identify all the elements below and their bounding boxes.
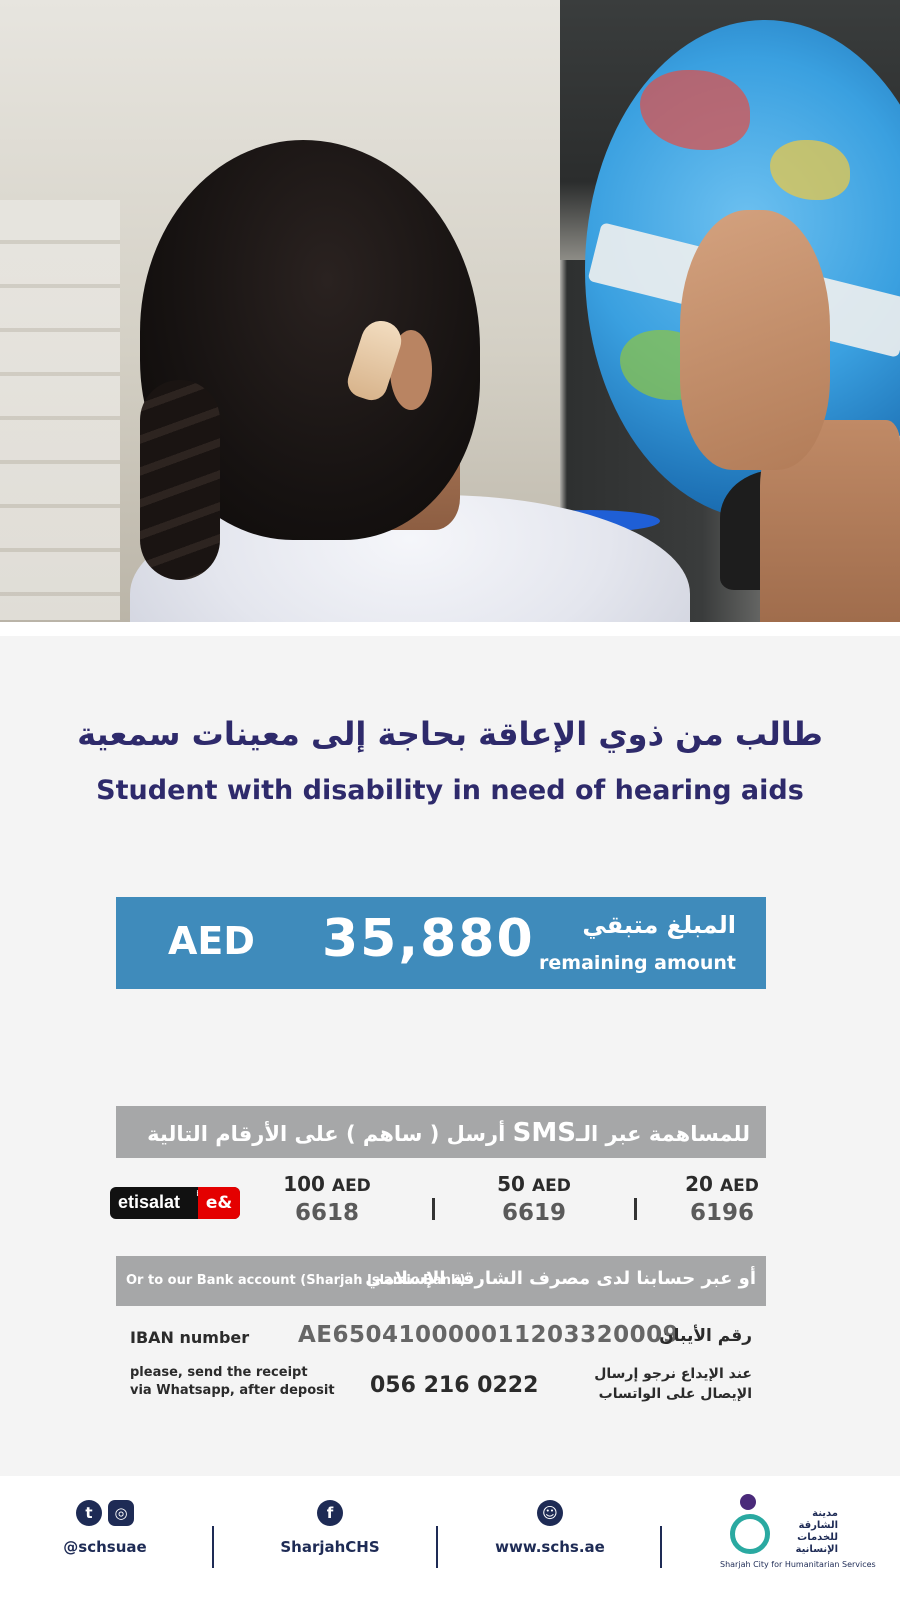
whatsapp-number[interactable]: 056 216 0222 xyxy=(370,1373,539,1398)
etisalat-logo xyxy=(110,1187,240,1219)
sms-instructions xyxy=(147,1118,750,1148)
photo-braid xyxy=(140,380,220,580)
sms-option-number[interactable]: 6619 xyxy=(501,1200,566,1226)
photo-hand xyxy=(680,210,830,470)
sms-amount-value: 100 xyxy=(283,1172,325,1196)
etisalat-wordmark: etisalat xyxy=(118,1192,181,1212)
facebook-icon[interactable]: f xyxy=(317,1500,343,1526)
eand-logo: e& xyxy=(198,1187,240,1219)
sms-separator xyxy=(432,1198,435,1220)
logo-line: مدينة الشارقة xyxy=(798,1508,838,1531)
title-arabic: طالب من ذوي الإعاقة بحاجة إلى معينات سمعية xyxy=(77,715,823,753)
sms-amount-unit: AED xyxy=(531,1176,571,1196)
bank-account-bar xyxy=(116,1256,766,1306)
instagram-icon[interactable]: ◎ xyxy=(108,1500,134,1526)
sms-amount-unit: AED xyxy=(331,1176,371,1196)
logo-head-dot xyxy=(740,1494,756,1510)
receipt-line: please, send the receipt xyxy=(130,1365,308,1380)
website-url[interactable]: www.schs.ae xyxy=(495,1538,605,1556)
logo-text-arabic xyxy=(774,1508,838,1556)
sms-keyword: SMS xyxy=(512,1118,576,1148)
sms-option-20 xyxy=(652,1172,792,1226)
social-icons xyxy=(60,1500,150,1526)
remaining-amount-bar xyxy=(116,897,766,989)
receipt-line: الإيصال على الواتساب xyxy=(598,1386,752,1402)
website-icons xyxy=(490,1500,610,1526)
twitter-icon[interactable]: t xyxy=(76,1500,102,1526)
photo-divider xyxy=(0,622,900,636)
receipt-instructions-english xyxy=(130,1364,350,1400)
footer-separator xyxy=(436,1526,438,1568)
bank-header-arabic: أو عبر حسابنا لدى مصرف الشارقة الإسلامي xyxy=(365,1268,756,1289)
sms-option-number[interactable]: 6196 xyxy=(689,1200,754,1226)
iban-label-arabic: رقم الأيبان xyxy=(659,1326,752,1346)
footer-social[interactable] xyxy=(60,1500,150,1556)
amount-label-arabic: المبلغ متبقي xyxy=(582,911,736,939)
iban-value[interactable]: AE650410000011203320009 xyxy=(298,1322,680,1348)
footer-separator xyxy=(660,1526,662,1568)
receipt-instructions-arabic xyxy=(552,1364,752,1404)
schs-logo-mark-icon xyxy=(726,1494,770,1550)
sms-option-100 xyxy=(257,1172,397,1226)
title-english: Student with disability in need of hearing aids xyxy=(96,775,804,806)
logo-heart-shape xyxy=(730,1514,770,1554)
hero-photo xyxy=(0,0,900,636)
photo-shelf xyxy=(0,200,120,620)
sms-option-amount xyxy=(464,1172,604,1196)
sms-option-amount xyxy=(257,1172,397,1196)
footer-facebook[interactable] xyxy=(270,1500,390,1556)
amount-value: 35,880 xyxy=(322,909,535,969)
amount-currency: AED xyxy=(168,919,255,963)
facebook-handle[interactable]: SharjahCHS xyxy=(280,1538,380,1556)
sms-instructions-bar xyxy=(116,1106,766,1158)
amount-label-english: remaining amount xyxy=(539,952,736,974)
sms-option-number[interactable]: 6618 xyxy=(294,1200,359,1226)
sms-option-amount xyxy=(652,1172,792,1196)
receipt-line: via Whatsapp, after deposit xyxy=(130,1383,335,1398)
receipt-line: عند الإيداع نرجو إرسال xyxy=(594,1366,752,1382)
sms-amount-value: 20 xyxy=(685,1172,713,1196)
schs-logo xyxy=(720,1490,876,1586)
footer-website[interactable] xyxy=(490,1500,610,1556)
footer xyxy=(0,1476,900,1600)
social-handle[interactable]: @schsuae xyxy=(63,1538,147,1556)
facebook-icons xyxy=(270,1500,390,1526)
footer-separator xyxy=(212,1526,214,1568)
bank-header-english: Or to our Bank account (Sharjah Islamic Bank) xyxy=(126,1273,466,1288)
iban-label-english: IBAN number xyxy=(130,1328,250,1347)
sms-option-50 xyxy=(464,1172,604,1226)
web-icon[interactable]: ☺ xyxy=(537,1500,563,1526)
logo-line: للخدمات الإنسانية xyxy=(795,1532,838,1555)
sms-amount-unit: AED xyxy=(719,1176,759,1196)
sms-separator xyxy=(634,1198,637,1220)
sms-instructions-part: للمساهمة عبر الـ xyxy=(575,1122,750,1146)
sms-instructions-part: أرسل ( ساهم ) على الأرقام التالية xyxy=(147,1122,513,1146)
sms-amount-value: 50 xyxy=(497,1172,525,1196)
logo-text-english: Sharjah City for Humanitarian Services xyxy=(720,1560,876,1569)
